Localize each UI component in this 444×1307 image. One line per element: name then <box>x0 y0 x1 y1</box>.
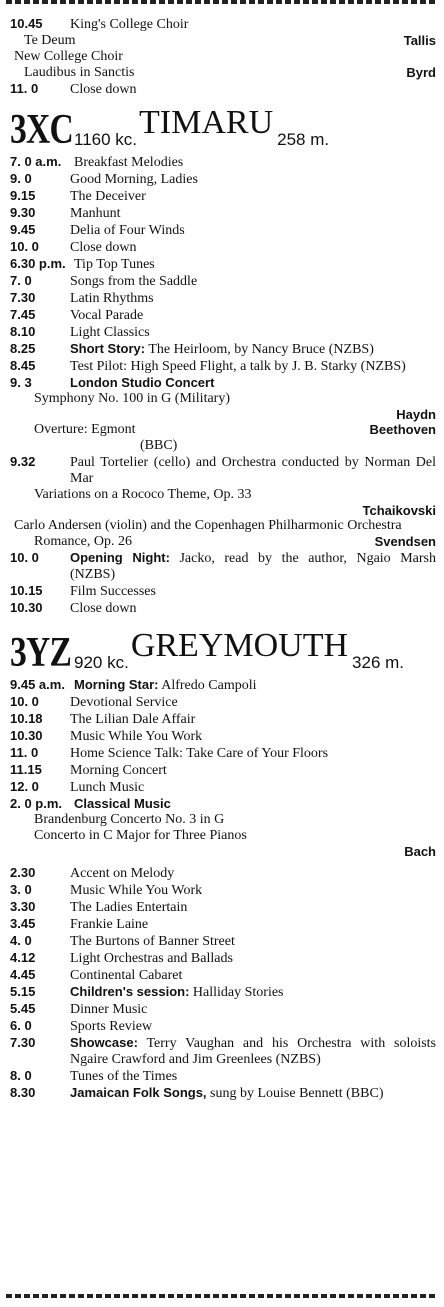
list-item <box>10 550 436 583</box>
entry-text <box>70 550 436 583</box>
composer: Beethoven <box>369 422 436 437</box>
list-item <box>10 728 436 745</box>
title: Dinner Music <box>70 1002 148 1017</box>
list-item <box>10 239 436 256</box>
list-item <box>10 307 436 324</box>
entry-text <box>74 677 436 694</box>
time: 6. 0 <box>10 1018 32 1033</box>
time: 7. 0 <box>10 273 32 288</box>
frequency: 920 kc. <box>74 653 129 672</box>
list-item <box>10 967 436 984</box>
work: Symphony No. 100 in G (Military) <box>34 391 230 406</box>
list-item <box>10 273 436 290</box>
title: The Ladies Entertain <box>70 900 188 915</box>
list-item <box>10 290 436 307</box>
list-item <box>10 422 436 438</box>
time: 8.10 <box>10 324 36 339</box>
work: Overture: Egmont <box>34 422 136 437</box>
title: Sports Review <box>70 1019 153 1034</box>
composer: Svendsen <box>374 534 436 549</box>
time: 3. 0 <box>10 882 32 897</box>
entry-text <box>70 1035 436 1068</box>
time: 11. 0 <box>10 745 39 760</box>
wavelength: 258 m. <box>277 130 330 149</box>
entry-text <box>70 1085 436 1102</box>
title: Accent on Melody <box>70 866 175 881</box>
list-item <box>10 745 436 762</box>
time: 9.30 <box>10 205 36 220</box>
list-item <box>10 358 436 375</box>
station-city: TIMARU <box>139 104 274 141</box>
title: Light Classics <box>70 325 150 340</box>
list-item <box>10 882 436 899</box>
heading: Jamaican Folk Songs, <box>70 1085 207 1100</box>
work: Laudibus in Sanctis <box>24 65 135 80</box>
heading: Short Story: <box>70 341 146 356</box>
list-item <box>10 454 436 487</box>
title: The Burtons of Banner Street <box>70 934 235 949</box>
list-item <box>10 1068 436 1085</box>
title: Lunch Music <box>70 780 145 795</box>
time: 4. 0 <box>10 933 32 948</box>
title: Morning Concert <box>70 763 167 778</box>
title: Music While You Work <box>70 883 203 898</box>
list-item <box>10 171 436 188</box>
time: 12. 0 <box>10 779 39 794</box>
title: Frankie Laine <box>70 917 149 932</box>
list-item <box>10 583 436 600</box>
list-item <box>10 694 436 711</box>
list-item <box>10 1035 436 1068</box>
title: Film Successes <box>70 584 156 599</box>
station-header <box>10 104 436 153</box>
station-header <box>10 627 436 676</box>
composer: Bach <box>404 844 436 859</box>
list-item <box>10 534 436 550</box>
title: Manhunt <box>70 206 121 221</box>
list-item <box>10 205 436 222</box>
time: 9.15 <box>10 188 36 203</box>
time: 10. 0 <box>10 694 39 709</box>
composer: Tchaikovski <box>362 503 436 518</box>
work: Variations on a Rococo Theme, Op. 33 <box>34 487 252 502</box>
time: 11. 0 <box>10 81 39 96</box>
station-city: GREYMOUTH <box>130 627 349 664</box>
title: Light Orchestras and Ballads <box>70 951 233 966</box>
heading: Children's session: <box>70 984 190 999</box>
title: Breakfast Melodies <box>74 155 184 170</box>
list-item <box>10 324 436 341</box>
time: 7. 0 a.m. <box>10 154 62 169</box>
call-sign: 3YZ <box>10 630 72 676</box>
time: 4.45 <box>10 967 36 982</box>
list-item <box>10 1001 436 1018</box>
list-item <box>10 256 436 273</box>
list-item <box>10 899 436 916</box>
heading: Opening Night: <box>70 550 170 565</box>
title: Close down <box>70 601 137 616</box>
title: Paul Tortelier (cello) and Orchestra conducted by Norman Del Mar <box>70 455 436 486</box>
list-item <box>10 677 436 694</box>
frequency: 1160 kc. <box>74 130 138 149</box>
time: 11.15 <box>10 762 42 777</box>
time: 9.32 <box>10 454 36 469</box>
time: 2. 0 p.m. <box>10 796 63 811</box>
time: 9.45 a.m. <box>10 677 65 692</box>
title: Devotional Service <box>70 695 178 710</box>
time: 8.25 <box>10 341 36 356</box>
time: 10.18 <box>10 711 43 726</box>
title: Continental Cabaret <box>70 968 183 983</box>
time: 5.45 <box>10 1001 36 1016</box>
time: 10.30 <box>10 600 43 615</box>
time: 9.45 <box>10 222 36 237</box>
list-item <box>10 933 436 950</box>
list-item <box>10 762 436 779</box>
time: 10. 0 <box>10 239 39 254</box>
top-block <box>0 16 444 98</box>
time: 10.45 <box>10 16 43 31</box>
list-item <box>10 222 436 239</box>
list-item <box>10 375 436 391</box>
list-item <box>10 916 436 933</box>
title: The Deceiver <box>70 189 146 204</box>
title: The Heirloom, by Nancy Bruce (NZBS) <box>148 342 374 357</box>
list-item <box>10 65 436 81</box>
credit: (BBC) <box>140 438 178 453</box>
time: 7.30 <box>10 1035 36 1050</box>
title: Tunes of the Times <box>70 1069 178 1084</box>
list-item <box>10 865 436 882</box>
list-item <box>10 711 436 728</box>
work: Romance, Op. 26 <box>34 534 132 549</box>
title: Halliday Stories <box>192 985 284 1000</box>
title: Good Morning, Ladies <box>70 172 198 187</box>
heading: London Studio Concert <box>70 375 215 390</box>
title: Latin Rhythms <box>70 291 154 306</box>
title: Tip Top Tunes <box>74 257 155 272</box>
station-timaru <box>0 104 444 617</box>
heading: Classical Music <box>74 796 171 811</box>
title: Home Science Talk: Take Care of Your Floors <box>70 746 329 761</box>
title: King's College Choir <box>70 17 189 32</box>
list-item <box>10 341 436 358</box>
work: Brandenburg Concerto No. 3 in G <box>34 812 225 827</box>
title: The Lilian Dale Affair <box>70 712 196 727</box>
time: 8.30 <box>10 1085 36 1100</box>
composer: Byrd <box>406 65 436 80</box>
list-item <box>10 188 436 205</box>
title: Terry Vaughan and his Orchestra with soloists Ngaire Crawford and Jim Greenlees (NZBS) <box>70 1036 437 1067</box>
title: Alfredo Campoli <box>161 678 257 693</box>
list-item <box>10 950 436 967</box>
wavelength: 326 m. <box>352 653 405 672</box>
title: Music While You Work <box>70 729 203 744</box>
list-item <box>10 16 436 33</box>
title: Vocal Parade <box>70 308 144 323</box>
title: Songs from the Saddle <box>70 274 198 289</box>
time: 10. 0 <box>10 550 39 565</box>
title: sung by Louise Bennett (BBC) <box>210 1086 384 1101</box>
time: 2.30 <box>10 865 36 880</box>
time: 3.30 <box>10 899 36 914</box>
list-item <box>10 49 436 65</box>
title: Close down <box>70 82 137 97</box>
list-item <box>10 81 436 98</box>
time: 7.30 <box>10 290 36 305</box>
entry-text <box>70 984 436 1001</box>
performer: Carlo Andersen (violin) and the Copenhagen Philharmonic Orchestra <box>14 518 402 533</box>
time: 5.15 <box>10 984 36 999</box>
entry-text <box>70 341 436 358</box>
composer: Tallis <box>403 33 436 48</box>
time: 8. 0 <box>10 1068 32 1083</box>
title: Delia of Four Winds <box>70 223 185 238</box>
list-item <box>10 796 436 812</box>
work: Te Deum <box>24 33 76 48</box>
heading: Morning Star: <box>74 677 159 692</box>
time: 7.45 <box>10 307 36 322</box>
list-item <box>10 1085 436 1102</box>
time: 6.30 p.m. <box>10 256 66 271</box>
time: 9. 0 <box>10 171 32 186</box>
time: 3.45 <box>10 916 36 931</box>
bottom-rule <box>6 1294 438 1298</box>
list-item <box>10 33 436 49</box>
list-item <box>10 154 436 171</box>
list-item <box>10 984 436 1001</box>
time: 9. 3 <box>10 375 32 390</box>
time: 4.12 <box>10 950 36 965</box>
title: Jacko, read by the author, Ngaio Marsh (NZBS) <box>70 551 436 582</box>
time: 10.15 <box>10 583 43 598</box>
time: 10.30 <box>10 728 43 743</box>
title: Test Pilot: High Speed Flight, a talk by J. B. Starky (NZBS) <box>70 359 406 374</box>
performer: New College Choir <box>14 49 123 64</box>
list-item <box>10 779 436 796</box>
title: Close down <box>70 240 137 255</box>
list-item <box>10 1018 436 1035</box>
heading: Showcase: <box>70 1035 138 1050</box>
composer: Haydn <box>396 407 436 422</box>
top-rule <box>6 0 438 4</box>
time: 8.45 <box>10 358 36 373</box>
call-sign: 3XC <box>10 107 73 153</box>
work: Concerto in C Major for Three Pianos <box>34 828 247 843</box>
list-item <box>10 600 436 617</box>
station-greymouth <box>0 627 444 1102</box>
